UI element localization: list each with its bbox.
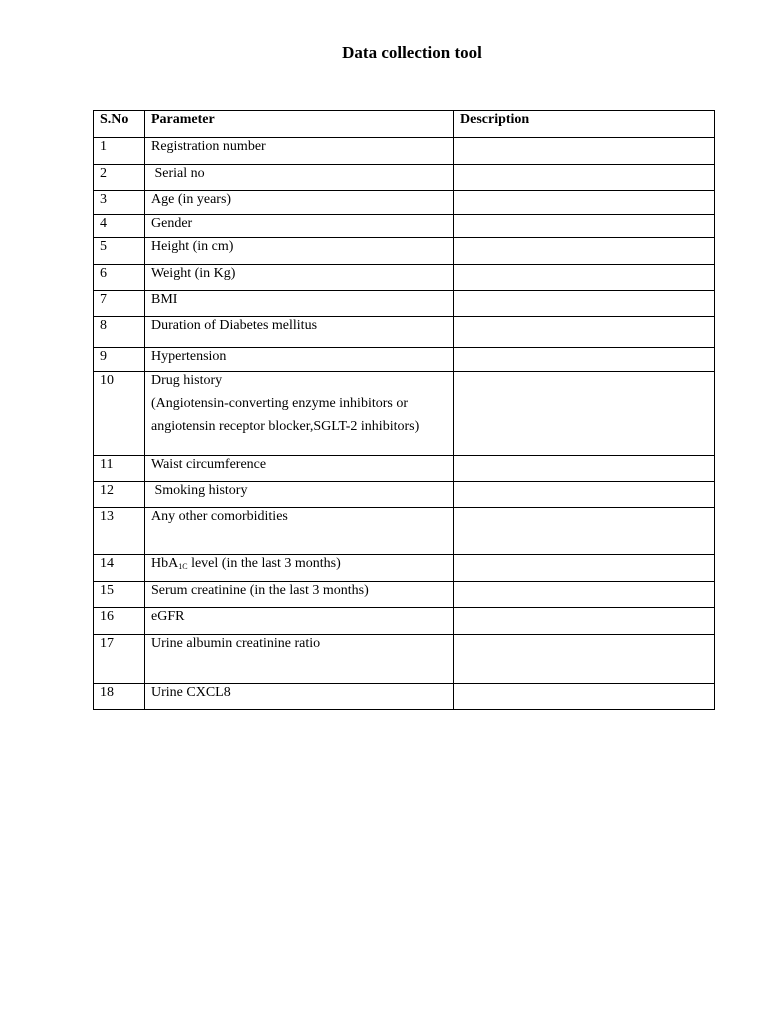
drug-history-detail-line1: (Angiotensin-converting enzyme inhibitors or — [151, 396, 408, 411]
cell-parameter: eGFR — [145, 608, 454, 635]
table-row — [94, 291, 715, 317]
cell-parameter: Any other comorbidities — [145, 508, 454, 555]
table-row — [94, 635, 715, 684]
cell-sno: 9 — [94, 348, 145, 372]
cell-sno: 6 — [94, 265, 145, 291]
cell-parameter: Duration of Diabetes mellitus — [145, 317, 454, 348]
cell-parameter: Height (in cm) — [145, 238, 454, 265]
data-collection-table — [93, 110, 715, 710]
table-row — [94, 138, 715, 165]
cell-sno: 8 — [94, 317, 145, 348]
table-row — [94, 684, 715, 710]
cell-parameter: Smoking history — [145, 482, 454, 508]
cell-sno: 4 — [94, 215, 145, 238]
table-row — [94, 348, 715, 372]
cell-parameter: Waist circumference — [145, 456, 454, 482]
cell-sno: 2 — [94, 165, 145, 191]
table-row — [94, 456, 715, 482]
cell-description — [454, 555, 715, 582]
cell-description — [454, 138, 715, 165]
cell-description — [454, 684, 715, 710]
cell-sno: 11 — [94, 456, 145, 482]
cell-description — [454, 508, 715, 555]
table-row — [94, 317, 715, 348]
table-header-row — [94, 111, 715, 138]
cell-sno: 17 — [94, 635, 145, 684]
cell-parameter: Urine albumin creatinine ratio — [145, 635, 454, 684]
drug-history-label: Drug history — [151, 373, 223, 388]
table-row — [94, 265, 715, 291]
cell-sno: 10 — [94, 372, 145, 456]
table-row — [94, 215, 715, 238]
table-row — [94, 191, 715, 215]
cell-sno: 12 — [94, 482, 145, 508]
cell-description — [454, 635, 715, 684]
cell-description — [454, 608, 715, 635]
cell-description — [454, 317, 715, 348]
cell-description — [454, 456, 715, 482]
cell-description — [454, 291, 715, 317]
table-row — [94, 372, 715, 456]
table-row — [94, 482, 715, 508]
cell-sno: 3 — [94, 191, 145, 215]
cell-parameter: Serial no — [145, 165, 454, 191]
table-row — [94, 582, 715, 608]
cell-parameter: Urine CXCL8 — [145, 684, 454, 710]
header-sno: S.No — [94, 111, 145, 138]
cell-sno: 18 — [94, 684, 145, 710]
cell-description — [454, 482, 715, 508]
hba1c-subscript: 1C — [178, 562, 188, 571]
cell-description — [454, 348, 715, 372]
table-row — [94, 238, 715, 265]
hba1c-suffix: level (in the last 3 months) — [187, 556, 341, 571]
hba1c-prefix: HbA — [151, 556, 179, 571]
table-row — [94, 165, 715, 191]
cell-parameter: BMI — [145, 291, 454, 317]
table-row — [94, 555, 715, 582]
cell-description — [454, 215, 715, 238]
cell-parameter: Registration number — [145, 138, 454, 165]
cell-description — [454, 238, 715, 265]
cell-description — [454, 165, 715, 191]
header-parameter: Parameter — [145, 111, 454, 138]
table-row — [94, 508, 715, 555]
cell-parameter: Gender — [145, 215, 454, 238]
cell-parameter — [145, 372, 454, 456]
cell-parameter: Hypertension — [145, 348, 454, 372]
cell-description — [454, 191, 715, 215]
drug-history-detail-line2: angiotensin receptor blocker,SGLT-2 inhibitors) — [151, 418, 420, 434]
cell-sno: 5 — [94, 238, 145, 265]
cell-sno: 1 — [94, 138, 145, 165]
cell-parameter — [145, 555, 454, 582]
cell-parameter: Weight (in Kg) — [145, 265, 454, 291]
cell-sno: 13 — [94, 508, 145, 555]
cell-description — [454, 265, 715, 291]
header-description: Description — [454, 111, 715, 138]
cell-sno: 14 — [94, 555, 145, 582]
cell-description — [454, 582, 715, 608]
cell-parameter: Age (in years) — [145, 191, 454, 215]
document-title: Data collection tool — [342, 43, 482, 62]
cell-parameter: Serum creatinine (in the last 3 months) — [145, 582, 454, 608]
cell-sno: 15 — [94, 582, 145, 608]
table-row — [94, 608, 715, 635]
cell-sno: 7 — [94, 291, 145, 317]
cell-description — [454, 372, 715, 456]
cell-sno: 16 — [94, 608, 145, 635]
